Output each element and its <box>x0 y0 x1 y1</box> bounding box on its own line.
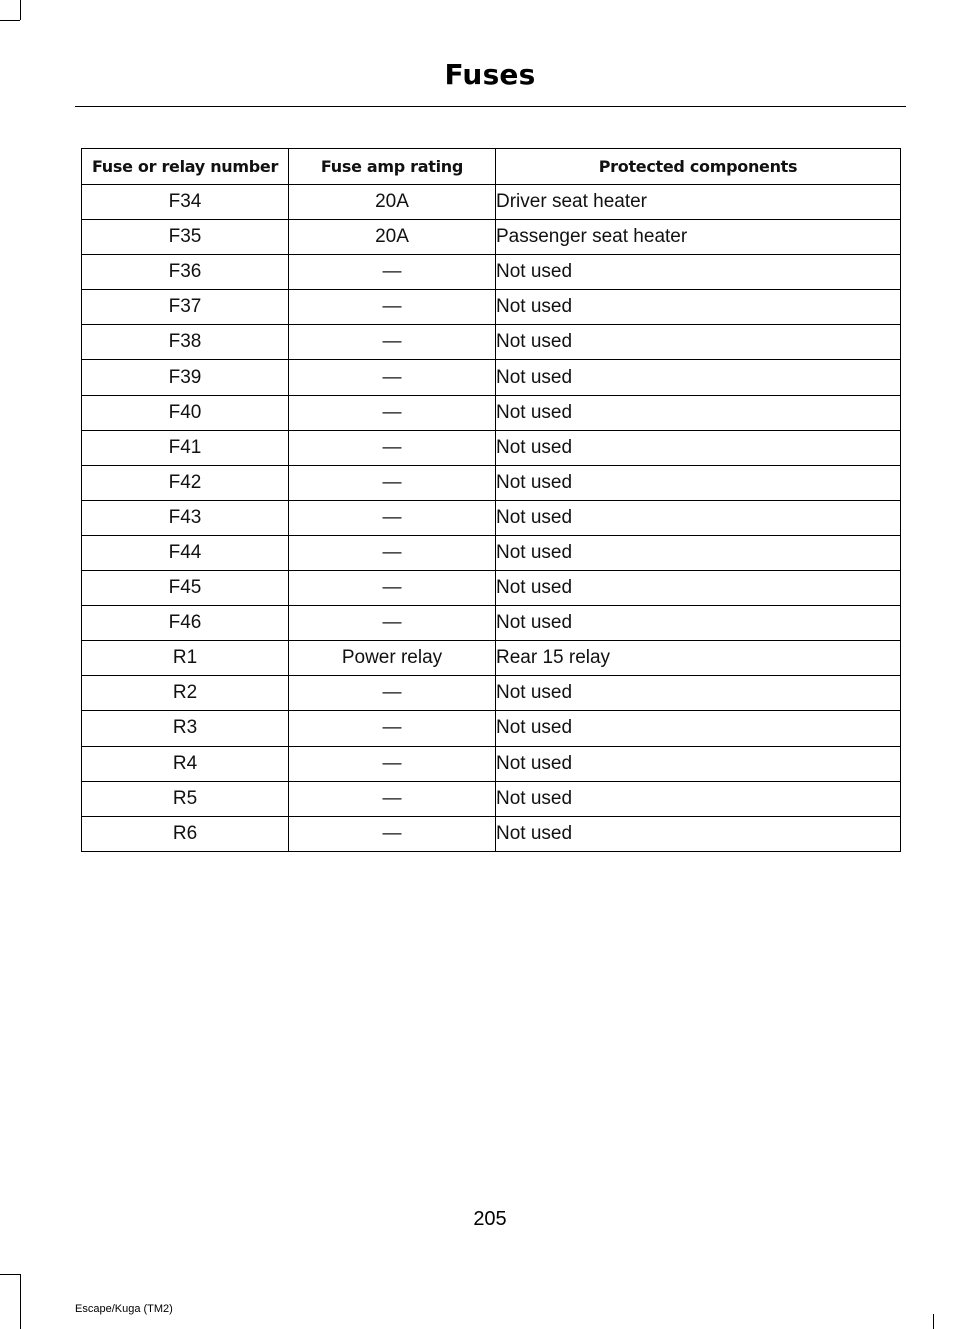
fuse-number-cell: F40 <box>82 395 289 430</box>
table-row <box>82 500 901 535</box>
amp-rating-cell: — <box>289 395 496 430</box>
table-row <box>82 816 901 851</box>
protected-component-cell: Driver seat heater <box>496 185 901 220</box>
fuse-number-cell: F43 <box>82 500 289 535</box>
table-row <box>82 746 901 781</box>
crop-mark-bottom-right-vertical <box>933 1314 934 1329</box>
amp-rating-cell: 20A <box>289 220 496 255</box>
header-amp-rating: Fuse amp rating <box>289 149 496 185</box>
protected-component-cell: Not used <box>496 816 901 851</box>
crop-mark-bottom-left-vertical <box>20 1274 21 1329</box>
table-header-row <box>82 149 901 185</box>
table-row <box>82 220 901 255</box>
amp-rating-cell: — <box>289 711 496 746</box>
fuse-number-cell: F34 <box>82 185 289 220</box>
amp-rating-cell: — <box>289 255 496 290</box>
amp-rating-cell: — <box>289 430 496 465</box>
protected-component-cell: Not used <box>496 325 901 360</box>
page-number: 205 <box>473 1208 507 1230</box>
amp-rating-cell: — <box>289 571 496 606</box>
protected-component-cell: Not used <box>496 746 901 781</box>
table-row <box>82 325 901 360</box>
crop-mark-bottom-left-horizontal <box>0 1274 20 1275</box>
table-row <box>82 571 901 606</box>
amp-rating-cell: — <box>289 746 496 781</box>
table-row <box>82 290 901 325</box>
table-row <box>82 781 901 816</box>
amp-rating-cell: — <box>289 781 496 816</box>
amp-rating-cell: — <box>289 290 496 325</box>
table-row <box>82 185 901 220</box>
amp-rating-cell: — <box>289 676 496 711</box>
protected-component-cell: Not used <box>496 571 901 606</box>
fuse-number-cell: F41 <box>82 430 289 465</box>
amp-rating-cell: — <box>289 325 496 360</box>
protected-component-cell: Not used <box>496 606 901 641</box>
amp-rating-cell: Power relay <box>289 641 496 676</box>
protected-component-cell: Not used <box>496 430 901 465</box>
amp-rating-cell: — <box>289 360 496 395</box>
table-row <box>82 711 901 746</box>
fuse-number-cell: R5 <box>82 781 289 816</box>
header-protected-components: Protected components <box>496 149 901 185</box>
table-row <box>82 465 901 500</box>
fuse-number-cell: F42 <box>82 465 289 500</box>
amp-rating-cell: — <box>289 816 496 851</box>
fuse-number-cell: F35 <box>82 220 289 255</box>
fuse-number-cell: F44 <box>82 535 289 570</box>
fuse-number-cell: F45 <box>82 571 289 606</box>
fuse-number-cell: F37 <box>82 290 289 325</box>
fuse-number-cell: R4 <box>82 746 289 781</box>
table-row <box>82 535 901 570</box>
protected-component-cell: Not used <box>496 781 901 816</box>
amp-rating-cell: — <box>289 500 496 535</box>
footer-model-label: Escape/Kuga (TM2) <box>75 1303 173 1315</box>
protected-component-cell: Rear 15 relay <box>496 641 901 676</box>
amp-rating-cell: 20A <box>289 185 496 220</box>
table-row <box>82 255 901 290</box>
protected-component-cell: Not used <box>496 395 901 430</box>
protected-component-cell: Not used <box>496 290 901 325</box>
title-divider <box>75 106 906 107</box>
crop-mark-top-left-vertical <box>20 0 21 20</box>
amp-rating-cell: — <box>289 606 496 641</box>
table-row <box>82 606 901 641</box>
fuse-number-cell: R3 <box>82 711 289 746</box>
amp-rating-cell: — <box>289 535 496 570</box>
protected-component-cell: Not used <box>496 360 901 395</box>
protected-component-cell: Not used <box>496 711 901 746</box>
amp-rating-cell: — <box>289 465 496 500</box>
table-row <box>82 395 901 430</box>
protected-component-cell: Not used <box>496 465 901 500</box>
crop-mark-top-left-horizontal <box>0 20 20 21</box>
fuse-table <box>81 148 901 852</box>
fuse-number-cell: R6 <box>82 816 289 851</box>
fuse-number-cell: F46 <box>82 606 289 641</box>
fuse-number-cell: R2 <box>82 676 289 711</box>
table-row <box>82 360 901 395</box>
fuse-number-cell: F39 <box>82 360 289 395</box>
table-row <box>82 641 901 676</box>
protected-component-cell: Not used <box>496 500 901 535</box>
table-row <box>82 676 901 711</box>
protected-component-cell: Passenger seat heater <box>496 220 901 255</box>
fuse-number-cell: F36 <box>82 255 289 290</box>
protected-component-cell: Not used <box>496 535 901 570</box>
protected-component-cell: Not used <box>496 255 901 290</box>
protected-component-cell: Not used <box>496 676 901 711</box>
table-row <box>82 430 901 465</box>
table-body <box>82 185 901 852</box>
fuse-number-cell: F38 <box>82 325 289 360</box>
header-fuse-number: Fuse or relay number <box>82 149 289 185</box>
page-title: Fuses <box>444 58 536 91</box>
fuse-number-cell: R1 <box>82 641 289 676</box>
